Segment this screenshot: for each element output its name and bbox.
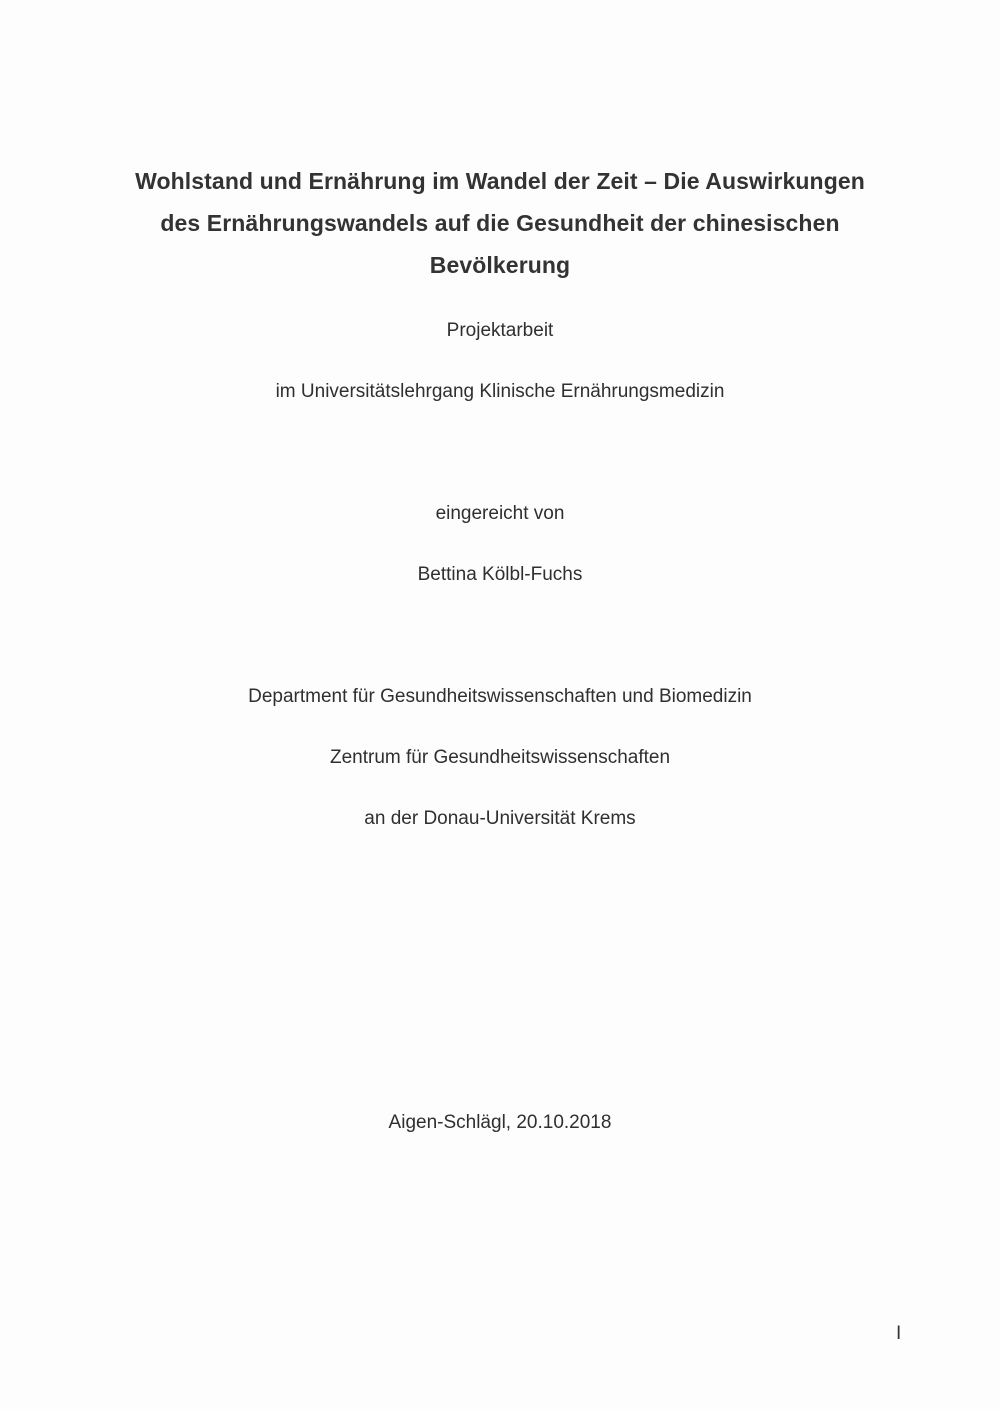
author-name: Bettina Kölbl-Fuchs: [417, 564, 583, 585]
work-type: Projektarbeit: [446, 320, 554, 341]
page-number: I: [896, 1323, 902, 1344]
department-name: Department für Gesundheitswissenschaften und Biomedizin: [248, 686, 752, 707]
submitted-by-label: eingereicht von: [435, 503, 565, 524]
university-name: an der Donau-Universität Krems: [364, 808, 636, 829]
course-name: im Universitätslehrgang Klinische Ernährungsmedizin: [275, 381, 725, 402]
title-line-2: des Ernährungswandels auf die Gesundheit der chinesischen: [160, 210, 840, 236]
place-date: Aigen-Schlägl, 20.10.2018: [388, 1112, 612, 1133]
title-line-3: Bevölkerung: [429, 252, 571, 278]
center-name: Zentrum für Gesundheitswissenschaften: [329, 747, 671, 768]
title-line-1: Wohlstand und Ernährung im Wandel der Zeit – Die Auswirkungen: [135, 168, 865, 194]
